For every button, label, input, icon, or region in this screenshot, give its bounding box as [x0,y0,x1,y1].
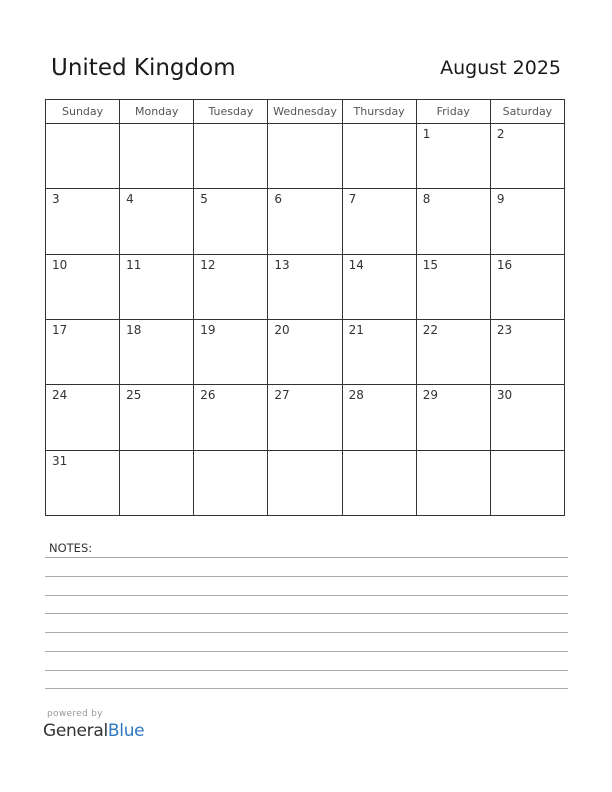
day-number: 4 [126,192,134,207]
day-number [120,451,193,454]
powered-by-text: powered by [47,709,103,719]
day-cell [342,319,416,384]
day-cell [46,254,120,319]
day-cell [46,319,120,384]
day-number: 22 [422,322,438,337]
day-cell [490,385,564,450]
day-number: 28 [348,388,364,403]
day-cell [268,254,342,319]
day-number: 21 [348,322,364,337]
day-number [417,451,490,454]
brand-logo [43,721,144,741]
weekday-header-row [46,100,565,124]
day-number: 26 [200,388,216,403]
day-number: 15 [422,257,438,272]
day-cell [194,254,268,319]
day-number [194,451,267,454]
weekday-sunday: Sunday [46,100,120,124]
day-number: 1 [422,127,431,141]
day-number: 29 [422,388,438,403]
day-cell [416,319,490,384]
day-cell [490,124,564,189]
day-cell [268,319,342,384]
day-number: 2 [496,127,505,141]
day-number [268,124,341,127]
day-cell [342,189,416,254]
week-row [46,189,565,254]
day-number: 19 [200,322,216,337]
day-number: 6 [274,192,283,207]
week-row [46,385,565,450]
notes-line [45,613,568,614]
calendar-title: United Kingdom [51,55,236,81]
day-cell [342,254,416,319]
day-number [343,451,416,454]
day-number: 31 [52,453,68,468]
day-cell [416,450,490,515]
day-number: 30 [496,388,513,403]
week-row [46,254,565,319]
day-number [343,124,416,127]
weekday-tuesday: Tuesday [194,100,268,124]
day-number: 12 [200,257,216,272]
day-number: 24 [52,388,68,403]
brand-name-part1: General [43,721,108,741]
day-cell [120,124,194,189]
day-cell [268,189,342,254]
day-cell [120,385,194,450]
notes-line [45,632,568,633]
day-number: 10 [52,257,68,272]
day-number: 9 [496,192,505,207]
day-number: 16 [496,257,513,272]
day-cell [342,385,416,450]
day-number: 20 [274,322,290,337]
notes-line [45,557,568,558]
day-cell [194,189,268,254]
weekday-saturday: Saturday [490,100,564,124]
day-cell [416,189,490,254]
notes-line [45,670,568,671]
day-number: 14 [348,257,364,272]
day-cell [490,450,564,515]
notes-line [45,651,568,652]
day-cell [120,319,194,384]
day-cell [194,124,268,189]
day-cell [194,319,268,384]
notes-label: NOTES: [49,541,93,555]
day-number: 11 [126,257,142,272]
notes-line [45,688,568,689]
day-number [120,124,193,127]
month-label: August 2025 [440,57,561,79]
day-cell [46,124,120,189]
day-cell [490,189,564,254]
day-cell [46,450,120,515]
day-cell [342,450,416,515]
day-number: 7 [348,192,357,207]
brand-name-part2: Blue [107,721,145,741]
day-cell [46,189,120,254]
day-number: 13 [274,257,290,272]
day-cell [490,254,564,319]
day-cell [194,450,268,515]
notes-line [45,576,568,577]
weekday-wednesday: Wednesday [268,100,342,124]
day-number [194,124,267,127]
day-cell [268,450,342,515]
day-cell [120,450,194,515]
weekday-monday: Monday [120,100,194,124]
week-row [46,450,565,515]
calendar-grid [45,99,565,516]
notes-line [45,595,568,596]
weekday-thursday: Thursday [342,100,416,124]
day-number: 5 [200,192,208,207]
day-cell [194,385,268,450]
day-number: 18 [126,322,142,337]
day-cell [416,254,490,319]
day-cell [120,189,194,254]
day-number: 27 [274,388,290,403]
day-number: 8 [422,192,431,207]
day-cell [490,319,564,384]
week-row [46,319,565,384]
day-cell [342,124,416,189]
day-cell [416,124,490,189]
week-row [46,124,565,189]
day-cell [46,385,120,450]
day-number [46,124,119,127]
day-number: 23 [496,322,513,337]
day-cell [416,385,490,450]
day-number: 17 [52,322,68,337]
day-cell [268,385,342,450]
day-cell [268,124,342,189]
day-number: 3 [52,192,60,207]
day-number [491,451,564,454]
day-number: 25 [126,388,142,403]
day-cell [120,254,194,319]
weekday-friday: Friday [416,100,490,124]
day-number [268,451,341,454]
